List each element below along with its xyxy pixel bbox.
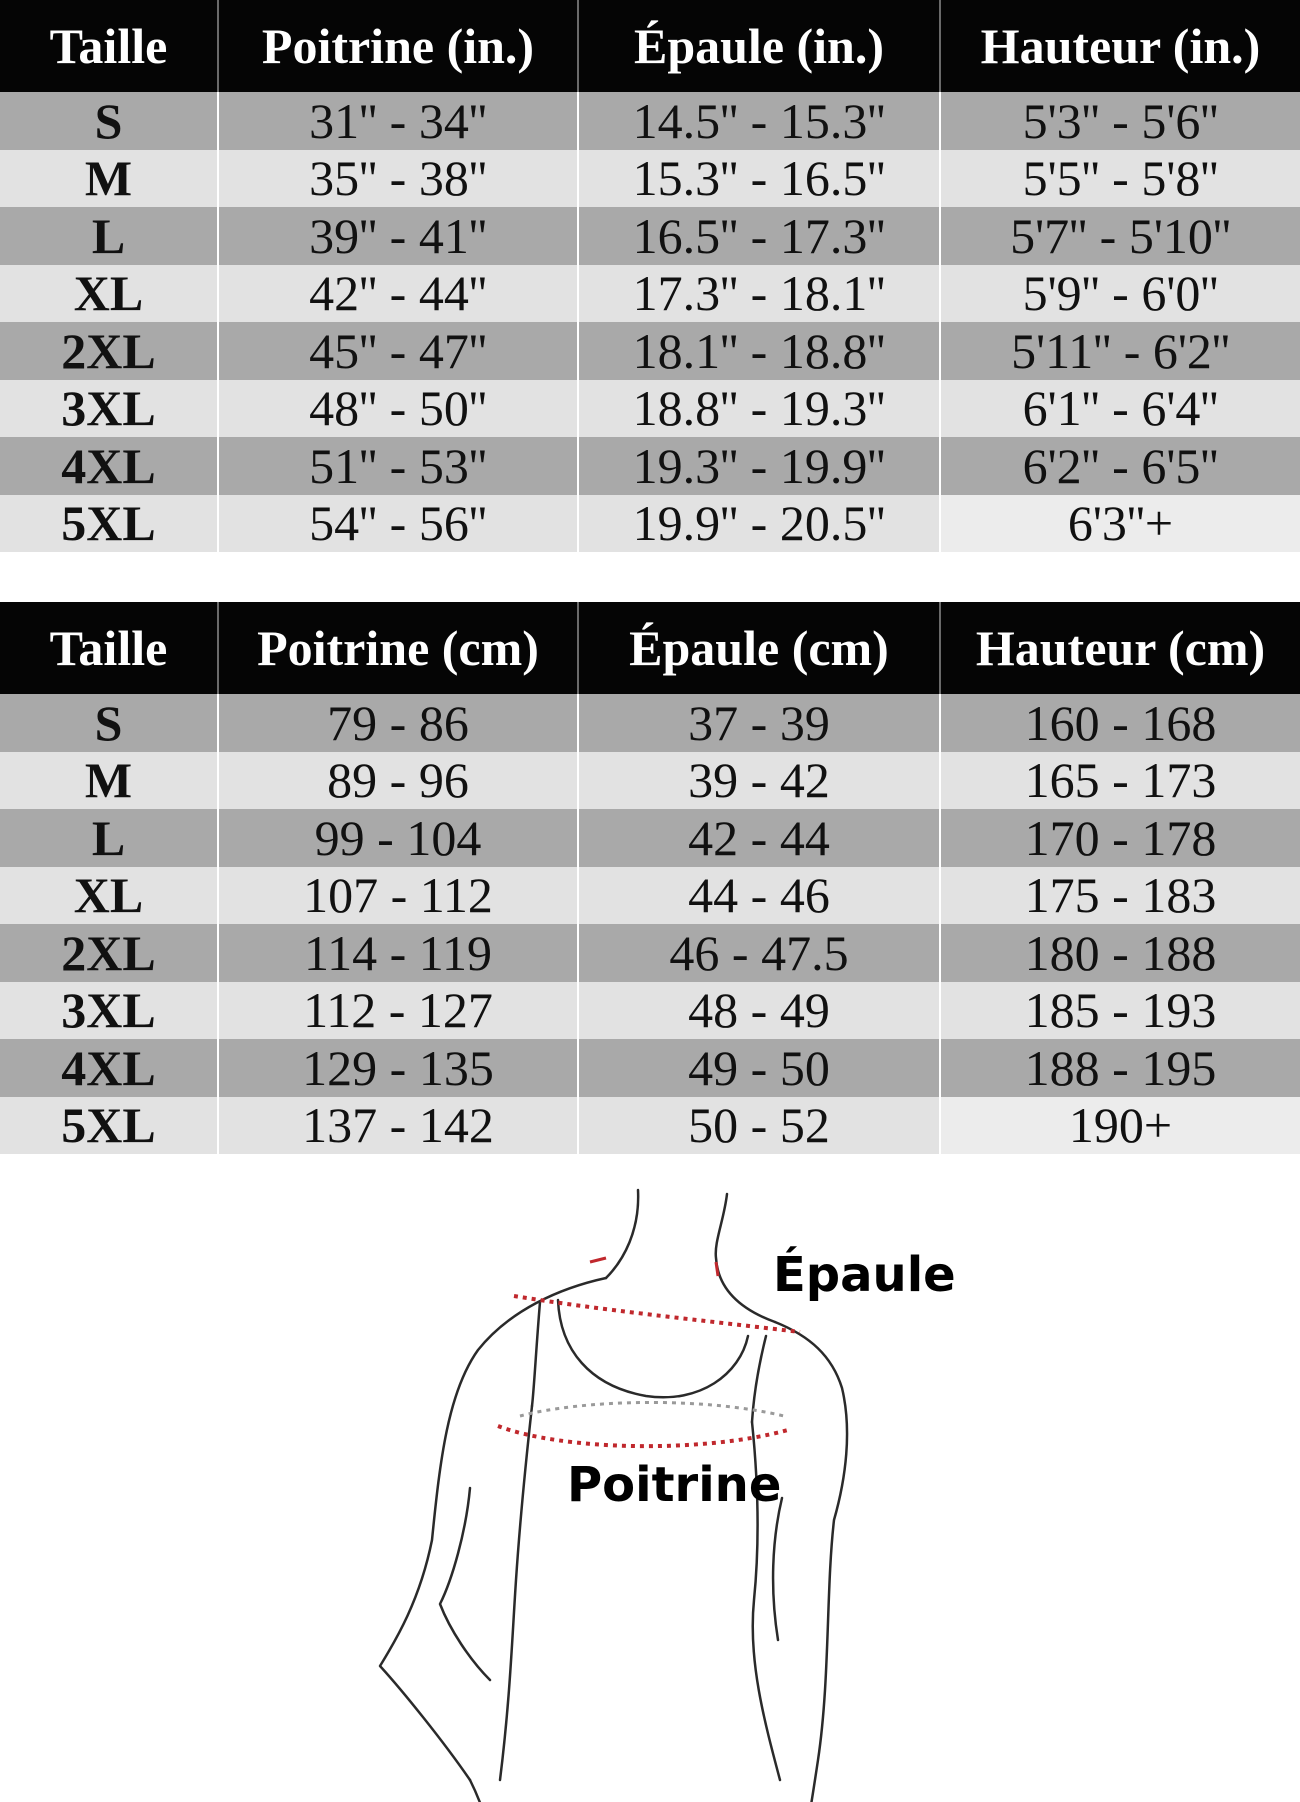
size-table-inches bbox=[0, 0, 1300, 552]
size-cell: 3XL bbox=[0, 982, 218, 1040]
table-row bbox=[0, 265, 1300, 323]
table-row bbox=[0, 207, 1300, 265]
size-cell: M bbox=[0, 752, 218, 810]
shoulder-cell: 17.3'' - 18.1'' bbox=[578, 265, 940, 323]
size-cell: 4XL bbox=[0, 437, 218, 495]
size-cell: L bbox=[0, 207, 218, 265]
height-cell: 190+ bbox=[940, 1097, 1300, 1155]
size-table-cm bbox=[0, 602, 1300, 1154]
size-cell: XL bbox=[0, 867, 218, 925]
shoulder-cell: 48 - 49 bbox=[578, 982, 940, 1040]
shoulder-cell: 14.5'' - 15.3'' bbox=[578, 92, 940, 150]
height-cell: 165 - 173 bbox=[940, 752, 1300, 810]
height-cell: 175 - 183 bbox=[940, 867, 1300, 925]
table-row bbox=[0, 495, 1300, 553]
chest-cell: 89 - 96 bbox=[218, 752, 578, 810]
size-cell: S bbox=[0, 92, 218, 150]
size-cell: 4XL bbox=[0, 1039, 218, 1097]
measurement-figure bbox=[0, 1160, 1300, 1802]
header-row bbox=[0, 0, 1300, 92]
left-arm-outline bbox=[380, 1278, 606, 1780]
chest-cell: 35'' - 38'' bbox=[218, 150, 578, 208]
table-row bbox=[0, 92, 1300, 150]
table-row bbox=[0, 752, 1300, 810]
tank-neckline bbox=[558, 1300, 748, 1397]
neck-mark bbox=[590, 1258, 606, 1262]
table-row bbox=[0, 982, 1300, 1040]
shoulder-cell: 42 - 44 bbox=[578, 809, 940, 867]
chest-measure-line bbox=[498, 1426, 788, 1446]
chest-cell: 112 - 127 bbox=[218, 982, 578, 1040]
chest-cell: 42'' - 44'' bbox=[218, 265, 578, 323]
table-row bbox=[0, 924, 1300, 982]
neck-left-outline bbox=[606, 1190, 638, 1278]
chest-cell: 129 - 135 bbox=[218, 1039, 578, 1097]
left-forearm-outline bbox=[470, 1780, 496, 1802]
size-cell: 3XL bbox=[0, 380, 218, 438]
header-row bbox=[0, 602, 1300, 694]
shoulder-cell: 49 - 50 bbox=[578, 1039, 940, 1097]
shoulder-cell: 18.8'' - 19.3'' bbox=[578, 380, 940, 438]
table-row bbox=[0, 322, 1300, 380]
chest-cell: 45'' - 47'' bbox=[218, 322, 578, 380]
chest-cell: 99 - 104 bbox=[218, 809, 578, 867]
header-epaule: Épaule (cm) bbox=[578, 602, 940, 694]
shoulder-cell: 16.5'' - 17.3'' bbox=[578, 207, 940, 265]
shoulder-label: Épaule bbox=[773, 1247, 956, 1303]
shoulder-cell: 46 - 47.5 bbox=[578, 924, 940, 982]
chest-label: Poitrine bbox=[567, 1457, 782, 1513]
table-row bbox=[0, 694, 1300, 752]
shoulder-cell: 18.1'' - 18.8'' bbox=[578, 322, 940, 380]
size-cell: 5XL bbox=[0, 495, 218, 553]
chest-cell: 48'' - 50'' bbox=[218, 380, 578, 438]
tank-left-side bbox=[500, 1406, 532, 1780]
neck-right-outline bbox=[716, 1194, 775, 1322]
height-cell: 5'11'' - 6'2'' bbox=[940, 322, 1300, 380]
header-hauteur: Hauteur (cm) bbox=[940, 602, 1300, 694]
shoulder-cell: 44 - 46 bbox=[578, 867, 940, 925]
shoulder-cell: 19.3'' - 19.9'' bbox=[578, 437, 940, 495]
left-arm-inner-outline bbox=[440, 1488, 490, 1680]
height-cell: 6'1'' - 6'4'' bbox=[940, 380, 1300, 438]
chest-cell: 107 - 112 bbox=[218, 867, 578, 925]
size-cell: 5XL bbox=[0, 1097, 218, 1155]
table-row bbox=[0, 809, 1300, 867]
height-cell: 180 - 188 bbox=[940, 924, 1300, 982]
size-cell: 2XL bbox=[0, 322, 218, 380]
height-cell: 188 - 195 bbox=[940, 1039, 1300, 1097]
chest-cell: 114 - 119 bbox=[218, 924, 578, 982]
height-cell: 6'2'' - 6'5'' bbox=[940, 437, 1300, 495]
size-cell: XL bbox=[0, 265, 218, 323]
header-epaule: Épaule (in.) bbox=[578, 0, 940, 92]
size-cell: L bbox=[0, 809, 218, 867]
table-row bbox=[0, 1039, 1300, 1097]
height-cell: 160 - 168 bbox=[940, 694, 1300, 752]
neck-mark bbox=[716, 1262, 718, 1276]
height-cell: 6'3''+ bbox=[940, 495, 1300, 553]
shoulder-cell: 39 - 42 bbox=[578, 752, 940, 810]
tank-left-strap bbox=[532, 1302, 540, 1406]
shoulder-cell: 15.3'' - 16.5'' bbox=[578, 150, 940, 208]
header-taille: Taille bbox=[0, 0, 218, 92]
shoulder-cell: 19.9'' - 20.5'' bbox=[578, 495, 940, 553]
header-poitrine: Poitrine (cm) bbox=[218, 602, 578, 694]
right-arm-inner-outline bbox=[773, 1498, 782, 1640]
shoulder-cell: 37 - 39 bbox=[578, 694, 940, 752]
table-row bbox=[0, 437, 1300, 495]
table-row bbox=[0, 150, 1300, 208]
chest-cell: 31'' - 34'' bbox=[218, 92, 578, 150]
height-cell: 5'5'' - 5'8'' bbox=[940, 150, 1300, 208]
height-cell: 5'3'' - 5'6'' bbox=[940, 92, 1300, 150]
table-row bbox=[0, 1097, 1300, 1155]
right-arm-outline bbox=[775, 1322, 847, 1802]
header-poitrine: Poitrine (in.) bbox=[218, 0, 578, 92]
size-cell: 2XL bbox=[0, 924, 218, 982]
chest-cell: 79 - 86 bbox=[218, 694, 578, 752]
chest-cell: 51'' - 53'' bbox=[218, 437, 578, 495]
chest-cell: 137 - 142 bbox=[218, 1097, 578, 1155]
chest-back-line bbox=[520, 1402, 784, 1416]
table-row bbox=[0, 867, 1300, 925]
chest-cell: 39'' - 41'' bbox=[218, 207, 578, 265]
height-cell: 5'7'' - 5'10'' bbox=[940, 207, 1300, 265]
size-cell: M bbox=[0, 150, 218, 208]
header-taille: Taille bbox=[0, 602, 218, 694]
header-hauteur: Hauteur (in.) bbox=[940, 0, 1300, 92]
height-cell: 5'9'' - 6'0'' bbox=[940, 265, 1300, 323]
table-row bbox=[0, 380, 1300, 438]
height-cell: 170 - 178 bbox=[940, 809, 1300, 867]
chest-cell: 54'' - 56'' bbox=[218, 495, 578, 553]
size-cell: S bbox=[0, 694, 218, 752]
height-cell: 185 - 193 bbox=[940, 982, 1300, 1040]
shoulder-cell: 50 - 52 bbox=[578, 1097, 940, 1155]
